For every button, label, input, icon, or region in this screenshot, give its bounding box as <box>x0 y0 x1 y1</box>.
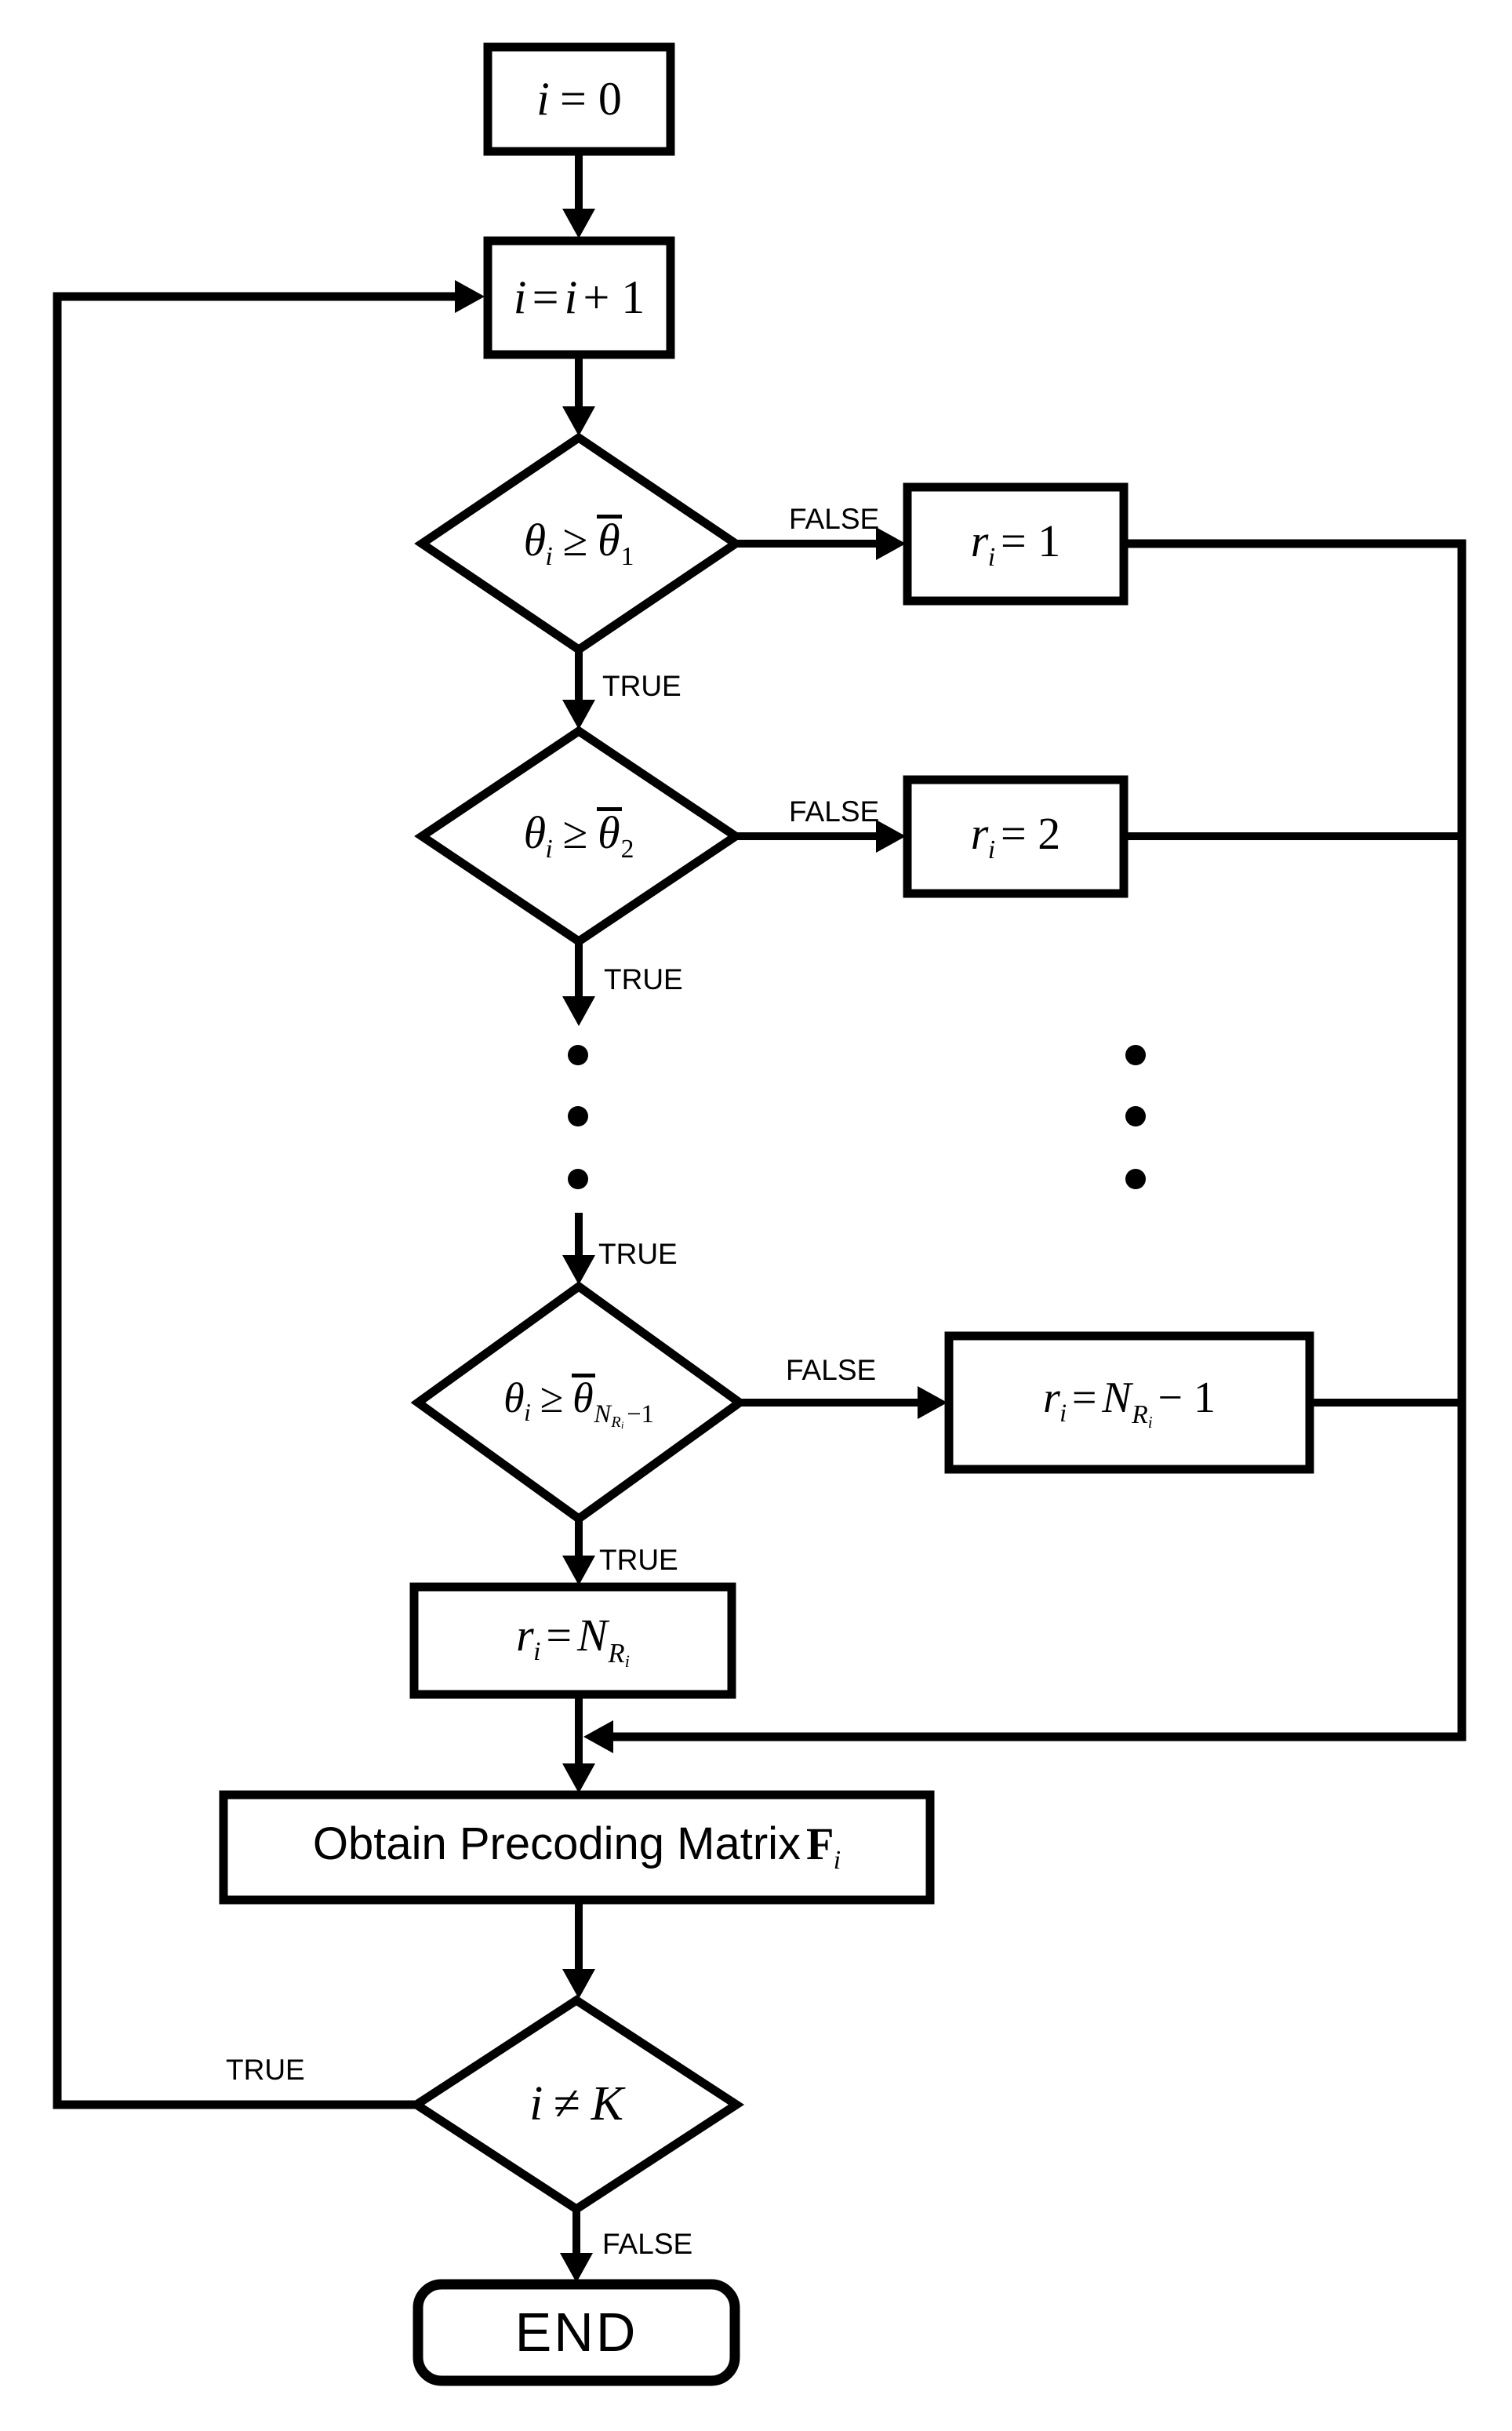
ellipsis-dot <box>568 1106 588 1126</box>
math-expression <box>536 72 622 126</box>
math-subscript: i <box>987 542 996 572</box>
math-subscript: i <box>524 1398 531 1426</box>
process-text <box>313 1818 841 1876</box>
arrowhead-into-obtain <box>562 1763 595 1793</box>
math-subscript: i <box>833 1846 841 1876</box>
math-op: = <box>546 1610 572 1661</box>
math-var: i <box>564 271 578 323</box>
math-overbar-var: θ <box>598 807 620 859</box>
decision2-label <box>422 770 736 903</box>
math-var: r <box>1043 1374 1060 1423</box>
math-expression <box>524 807 634 864</box>
math-subscript: i <box>1147 1413 1153 1432</box>
math-var: N <box>1102 1374 1132 1423</box>
edge-label-true-dots: TRUE <box>598 1238 678 1270</box>
arrowhead-into-dots <box>562 996 595 1026</box>
ellipsis-dot <box>1125 1045 1146 1065</box>
ellipsis-dot <box>568 1045 588 1065</box>
decision3-label <box>418 1332 740 1473</box>
math-op: = <box>532 271 559 323</box>
math-subscript: 1 <box>620 542 634 572</box>
math-var: r <box>970 807 989 859</box>
math-var: K <box>591 2077 623 2131</box>
math-var: r <box>516 1610 534 1661</box>
node-result2-label <box>907 780 1124 893</box>
final-decision-label <box>416 2038 736 2171</box>
math-subscript: i <box>545 835 553 864</box>
arrowhead-into-decision3 <box>562 1255 595 1285</box>
math-rest: = 2 <box>1000 807 1061 859</box>
math-var: r <box>970 515 989 566</box>
math-subscript: 2 <box>620 835 634 864</box>
arrowhead-into-decision2 <box>562 700 595 730</box>
node-resultn1-label <box>949 1336 1310 1469</box>
edge-label-true-decision3: TRUE <box>599 1544 678 1576</box>
math-subscript: i <box>533 1637 541 1667</box>
arrowhead-into-result1 <box>876 527 906 560</box>
node-increment-label <box>488 241 671 355</box>
arrowhead-into-end <box>560 2253 593 2283</box>
edge-label-true-decision1: TRUE <box>602 670 681 702</box>
math-rest: = 0 <box>560 73 622 125</box>
math-var: i <box>513 271 527 323</box>
math-var: θ <box>503 1374 525 1421</box>
math-overbar-var: θ <box>572 1374 594 1421</box>
math-op: = <box>1071 1374 1097 1423</box>
math-matrix: F <box>806 1818 834 1870</box>
math-overbar-var: θ <box>598 515 620 566</box>
node-result1-label <box>907 487 1124 601</box>
math-rest: + 1 <box>583 271 645 323</box>
math-subscript: R <box>611 1414 621 1432</box>
edge-label-true-final: TRUE <box>226 2054 305 2086</box>
math-op: ≥ <box>562 807 588 859</box>
math-rest: −1 <box>627 1400 654 1429</box>
arrowhead-into-decision1 <box>562 406 595 436</box>
edge-label-false-decision1: FALSE <box>789 503 880 535</box>
edge-right-collector <box>613 544 1462 1737</box>
math-var: θ <box>523 515 547 566</box>
math-expression <box>503 1374 654 1432</box>
edge-label-false-final: FALSE <box>602 2228 693 2260</box>
math-var: θ <box>523 807 547 859</box>
ellipsis-dot <box>1125 1106 1146 1126</box>
edge-label-false-decision2: FALSE <box>789 795 880 828</box>
node-init-label <box>488 47 671 151</box>
math-var: N <box>594 1400 611 1429</box>
ellipsis-dot <box>1125 1169 1146 1189</box>
node-resultn-label <box>414 1587 732 1694</box>
math-var: N <box>577 1610 608 1661</box>
math-var: i <box>536 73 550 125</box>
math-subscript: i <box>1059 1399 1067 1428</box>
math-subscript: R <box>608 1637 625 1669</box>
node-end-label <box>418 2284 735 2381</box>
math-expression <box>524 515 634 572</box>
arrowhead-collector-merge <box>583 1720 613 1753</box>
math-expression <box>516 1610 630 1671</box>
decision1-label <box>422 477 736 610</box>
math-expression <box>514 271 645 325</box>
arrowhead-into-result2 <box>876 820 906 853</box>
arrowhead-into-resultn1 <box>918 1386 947 1419</box>
math-op: ≥ <box>540 1374 564 1421</box>
math-var: i <box>529 2077 543 2131</box>
math-rest: − 1 <box>1158 1374 1216 1423</box>
math-expression <box>529 2076 623 2132</box>
edge-label-true-decision2: TRUE <box>604 963 683 995</box>
node-obtain-label <box>224 1795 930 1900</box>
math-expression <box>971 515 1060 573</box>
math-subscript: i <box>620 1419 624 1431</box>
math-subscript: R <box>1132 1400 1148 1430</box>
edge-label-false-decision3: FALSE <box>786 1354 877 1386</box>
arrowhead-into-resultn <box>562 1556 595 1585</box>
math-subscript: i <box>545 542 553 572</box>
math-subscript: i <box>624 1651 630 1672</box>
arrowhead-loop-into-increment <box>455 280 485 313</box>
math-op: ≥ <box>562 515 588 566</box>
process-text-main: Obtain Precoding Matrix <box>312 1818 801 1870</box>
arrowhead-into-increment-top <box>562 209 595 238</box>
end-text: END <box>514 2302 638 2364</box>
math-expression <box>1043 1373 1216 1432</box>
math-op: ≠ <box>553 2077 580 2131</box>
ellipsis-dot <box>568 1169 588 1189</box>
math-subscript: i <box>987 835 996 864</box>
arrowhead-into-final-decision <box>562 1969 595 1999</box>
math-expression <box>971 808 1060 865</box>
math-rest: = 1 <box>1000 515 1061 566</box>
math-subscript-group <box>594 1400 654 1432</box>
